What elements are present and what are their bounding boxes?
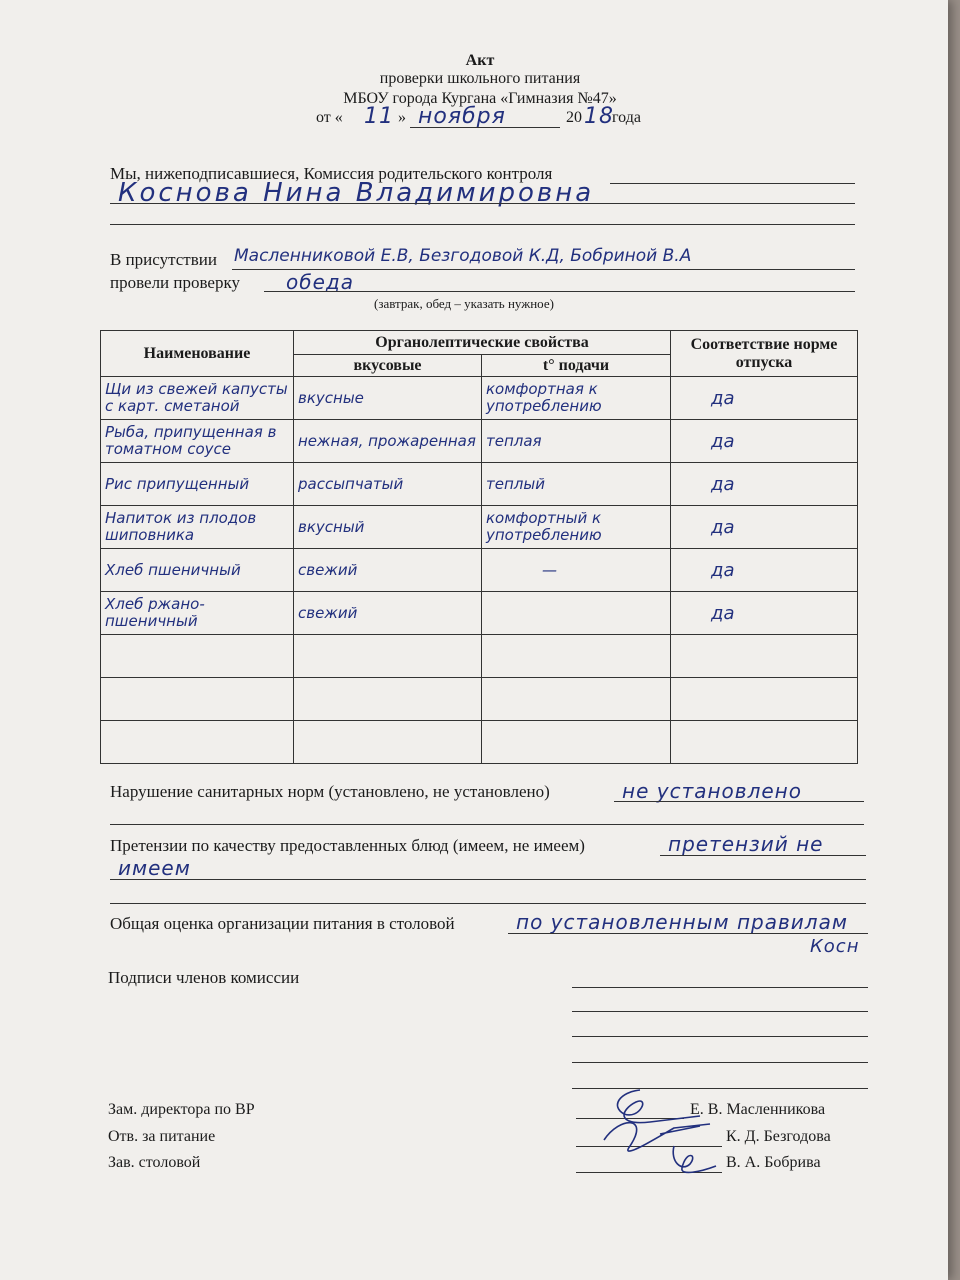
header-temp: t° подачи [482,355,671,377]
dish-norm: да [711,387,735,409]
dish-norm: да [711,516,735,538]
date-year-prefix: 20 [566,109,582,126]
overall-sign: Косн [810,936,860,957]
commission-label: Мы, нижеподписавшиеся, Комиссия родительского контроля [110,164,553,183]
violations-value: не установлено [622,779,802,803]
claims-value-2: имеем [118,856,191,880]
presence-label: В присутствии [110,250,217,269]
dish-name: Рыба, припущенная в томатном соусе [105,423,277,458]
signer-role: Отв. за питание [108,1128,216,1145]
dish-taste: вкусные [298,388,364,407]
signer-role: Зав. столовой [108,1154,201,1171]
members-line-1 [572,987,868,988]
commission-line-end [610,183,855,184]
members-line-3 [572,1036,868,1037]
date-day: 11 [364,104,394,129]
signer-name: В. А. Бобрива [726,1154,821,1171]
claims-label: Претензии по качеству предоставленных блюд (имеем, не имеем) [110,836,585,855]
members-label: Подписи членов комиссии [108,968,300,987]
signer-name: К. Д. Безгодова [726,1128,831,1145]
check-line [264,291,855,292]
header-name: Наименование [101,331,294,377]
claims-line-1 [660,855,866,856]
table-row [101,592,858,635]
dish-temp: теплая [486,431,542,450]
dish-norm: да [711,602,735,624]
inspection-table [100,330,858,764]
dish-taste: свежий [298,560,358,579]
claims-line-3 [110,903,866,904]
violations-label: Нарушение санитарных норм (установлено, не установлено) [110,782,550,801]
signer-name: Е. В. Масленникова [690,1101,826,1118]
dish-name: Щи из свежей капусты с карт. сметаной [105,380,288,415]
dish-taste: вкусный [298,517,365,536]
table-row-empty [101,678,858,721]
subtitle-line-2: МБОУ города Кургана «Гимназия №47» [343,90,617,107]
dish-name: Хлеб ржано-пшеничный [105,595,205,630]
table-row [101,549,858,592]
dish-taste: рассыпчатый [298,474,404,493]
dish-taste: свежий [298,603,358,622]
presence-value: Масленниковой Е.В, Безгодовой К.Д, Бобриной В.А [234,246,692,266]
table-row [101,463,858,506]
violations-line [614,801,864,802]
members-line-4 [572,1062,868,1063]
subtitle-line-1: проверки школьного питания [379,70,581,87]
check-label: провели проверку [110,273,240,292]
commission-line-2 [110,224,855,225]
table-row [101,377,858,420]
table-row-empty [101,635,858,678]
dish-temp: — [542,560,557,579]
header-organoleptic: Органолептические свойства [294,331,671,355]
dish-norm: да [711,559,735,581]
overall-value: по установленным правилам [516,910,848,934]
dish-taste: нежная, прожаренная [298,431,476,450]
check-hint: (завтрак, обед – указать нужное) [374,296,554,311]
dish-norm: да [711,430,735,452]
violations-line-2 [110,824,864,825]
header-norm: Соответствие норме отпуска [671,331,858,377]
date-separator: » [398,109,406,126]
dish-name: Рис припущенный [105,474,250,493]
table-row [101,420,858,463]
dish-temp: теплый [486,474,545,493]
overall-line [508,933,868,934]
dish-temp: комфортная к употреблению [486,380,602,415]
document-title: Акт [465,52,495,69]
date-prefix: от « [316,109,343,126]
signer-role: Зам. директора по ВР [108,1101,255,1118]
dish-name: Напиток из плодов шиповника [105,509,257,544]
date-suffix: года [612,109,641,126]
dish-temp: комфортный к употреблению [486,509,602,544]
claims-value-1: претензий не [668,832,824,856]
overall-label: Общая оценка организации питания в столовой [110,914,455,933]
members-line-2 [572,1011,868,1012]
commission-line-1 [110,203,855,204]
claims-line-2 [110,879,866,880]
header-taste: вкусовые [294,355,482,377]
check-value: обеда [286,270,354,294]
table-row [101,506,858,549]
table-row-empty [101,721,858,764]
date-year: 18 [584,104,614,129]
date-month: ноября [418,104,506,129]
commission-name: Коснова Нина Владимировна [118,178,595,208]
dish-norm: да [711,473,735,495]
handwritten-signatures [590,1076,730,1186]
dish-name: Хлеб пшеничный [105,560,241,579]
date-month-line [410,127,560,128]
